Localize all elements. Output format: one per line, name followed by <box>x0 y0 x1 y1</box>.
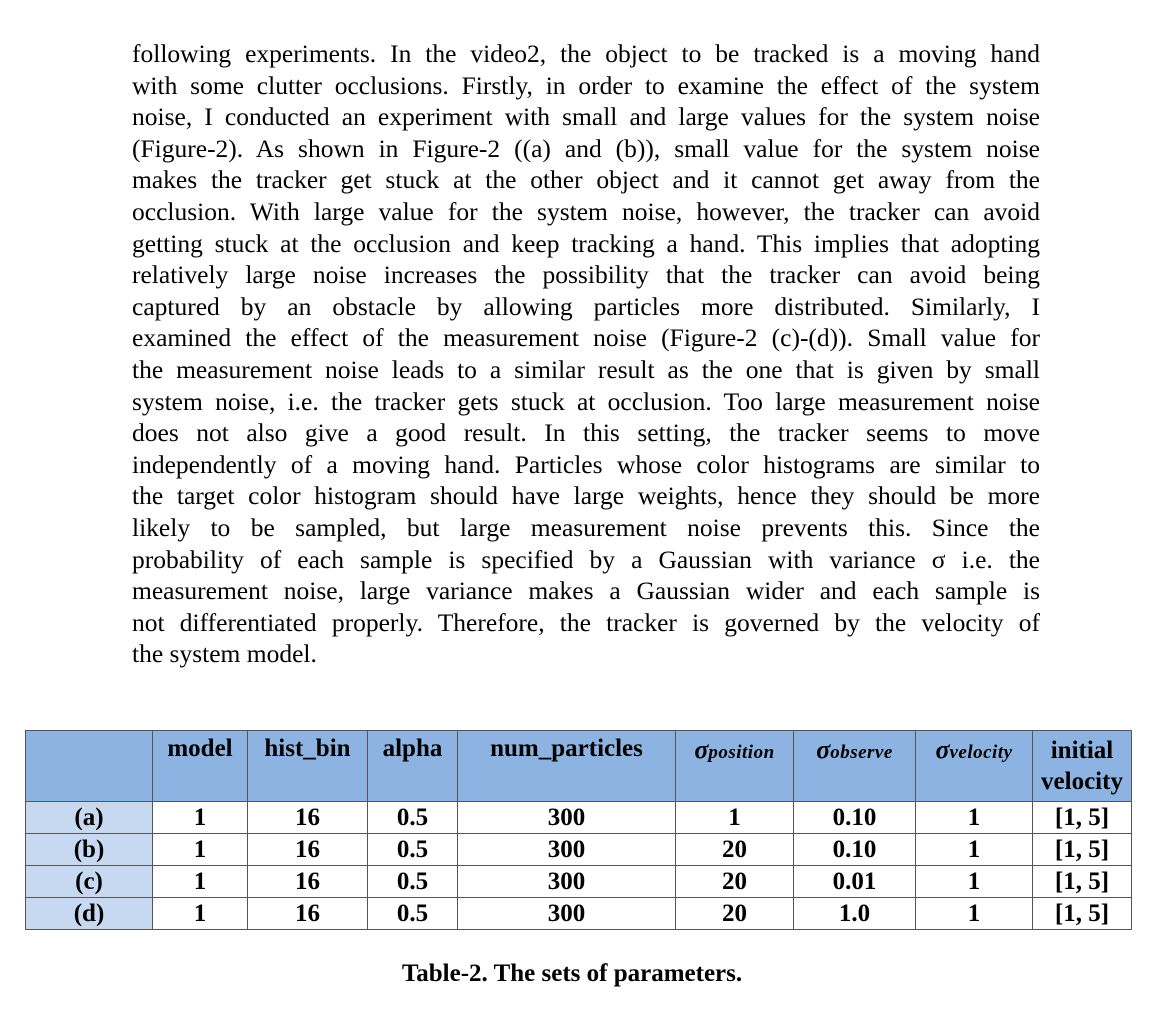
row-label: (c) <box>26 866 153 898</box>
sigma-subscript: observe <box>830 742 893 763</box>
parameters-table <box>25 730 1132 930</box>
header-sigma-observe <box>794 731 916 802</box>
text-line: occlusion. With large value for the system noise, however, the tracker can avoid <box>132 196 1040 226</box>
cell-sigma-velocity: 1 <box>916 866 1033 898</box>
cell-num-particles: 300 <box>458 802 676 834</box>
table-header-row <box>26 731 1132 802</box>
cell-num-particles: 300 <box>458 834 676 866</box>
cell-sigma-position: 1 <box>676 802 794 834</box>
header-sigma-velocity <box>916 731 1033 802</box>
row-label: (a) <box>26 802 153 834</box>
cell-alpha: 0.5 <box>368 898 458 930</box>
sigma-subscript: position <box>708 742 775 763</box>
cell-hist-bin: 16 <box>248 866 368 898</box>
header-hist-bin: hist_bin <box>248 731 368 802</box>
cell-sigma-observe: 1.0 <box>794 898 916 930</box>
header-initial-line2: velocity <box>1041 768 1123 795</box>
text-line: does not also give a good result. In this setting, the tracker seems to move <box>132 418 1040 448</box>
text-line: relatively large noise increases the possibility that the tracker can avoid being <box>132 260 1040 290</box>
text-line: examined the effect of the measurement noise (Figure-2 (c)-(d)). Small value for <box>132 323 1040 353</box>
text-line: the measurement noise leads to a similar result as the one that is given by small <box>132 354 1040 384</box>
text-line: the system model. <box>132 639 317 669</box>
cell-sigma-observe: 0.01 <box>794 866 916 898</box>
header-alpha: alpha <box>368 731 458 802</box>
table-row <box>26 866 1132 898</box>
text-line: system noise, i.e. the tracker gets stuck at occlusion. Too large measurement noise <box>132 386 1040 416</box>
header-initial-velocity <box>1033 731 1132 802</box>
table-caption: Table-2. The sets of parameters. <box>401 960 743 987</box>
text-line: captured by an obstacle by allowing particles more distributed. Similarly, I <box>132 291 1040 321</box>
body-paragraph <box>132 38 1040 670</box>
text-line: with some clutter occlusions. Firstly, in order to examine the effect of the system <box>132 70 1040 100</box>
table-row <box>26 834 1132 866</box>
sigma-symbol: σ <box>816 735 831 764</box>
cell-sigma-position: 20 <box>676 866 794 898</box>
sigma-symbol: σ <box>935 735 950 764</box>
text-line: the target color histogram should have large weights, hence they should be more <box>132 481 1040 511</box>
header-model: model <box>153 731 248 802</box>
header-num-particles: num_particles <box>458 731 676 802</box>
cell-initial-velocity: [1, 5] <box>1033 834 1132 866</box>
cell-hist-bin: 16 <box>248 898 368 930</box>
cell-num-particles: 300 <box>458 898 676 930</box>
table-row <box>26 802 1132 834</box>
cell-model: 1 <box>153 866 248 898</box>
header-empty <box>26 731 153 802</box>
cell-sigma-velocity: 1 <box>916 898 1033 930</box>
cell-hist-bin: 16 <box>248 802 368 834</box>
cell-initial-velocity: [1, 5] <box>1033 898 1132 930</box>
cell-alpha: 0.5 <box>368 834 458 866</box>
cell-sigma-velocity: 1 <box>916 834 1033 866</box>
sigma-subscript: velocity <box>949 742 1013 763</box>
cell-hist-bin: 16 <box>248 834 368 866</box>
header-sigma-position <box>676 731 794 802</box>
cell-model: 1 <box>153 802 248 834</box>
text-line: measurement noise, large variance makes a Gaussian wider and each sample is <box>132 576 1040 606</box>
cell-initial-velocity: [1, 5] <box>1033 802 1132 834</box>
row-label: (d) <box>26 898 153 930</box>
cell-sigma-velocity: 1 <box>916 802 1033 834</box>
text-line: getting stuck at the occlusion and keep tracking a hand. This implies that adopting <box>132 228 1040 258</box>
cell-alpha: 0.5 <box>368 802 458 834</box>
text-line: not differentiated properly. Therefore, the tracker is governed by the velocity of <box>132 607 1040 637</box>
table-row <box>26 898 1132 930</box>
text-line: likely to be sampled, but large measurement noise prevents this. Since the <box>132 512 1040 542</box>
text-line: (Figure-2). As shown in Figure-2 ((a) and (b)), small value for the system noise <box>132 133 1040 163</box>
header-initial-line1: initial <box>1050 737 1114 764</box>
row-label: (b) <box>26 834 153 866</box>
cell-sigma-observe: 0.10 <box>794 834 916 866</box>
cell-model: 1 <box>153 898 248 930</box>
text-line: probability of each sample is specified by a Gaussian with variance σ i.e. the <box>132 544 1040 574</box>
cell-initial-velocity: [1, 5] <box>1033 866 1132 898</box>
cell-sigma-position: 20 <box>676 834 794 866</box>
cell-sigma-position: 20 <box>676 898 794 930</box>
text-line: noise, I conducted an experiment with small and large values for the system noise <box>132 102 1040 132</box>
text-line: independently of a moving hand. Particles whose color histograms are similar to <box>132 449 1040 479</box>
cell-alpha: 0.5 <box>368 866 458 898</box>
cell-num-particles: 300 <box>458 866 676 898</box>
text-line: makes the tracker get stuck at the other object and it cannot get away from the <box>132 165 1040 195</box>
sigma-symbol: σ <box>694 735 709 764</box>
text-line: following experiments. In the video2, the object to be tracked is a moving hand <box>132 39 1040 68</box>
cell-sigma-observe: 0.10 <box>794 802 916 834</box>
cell-model: 1 <box>153 834 248 866</box>
